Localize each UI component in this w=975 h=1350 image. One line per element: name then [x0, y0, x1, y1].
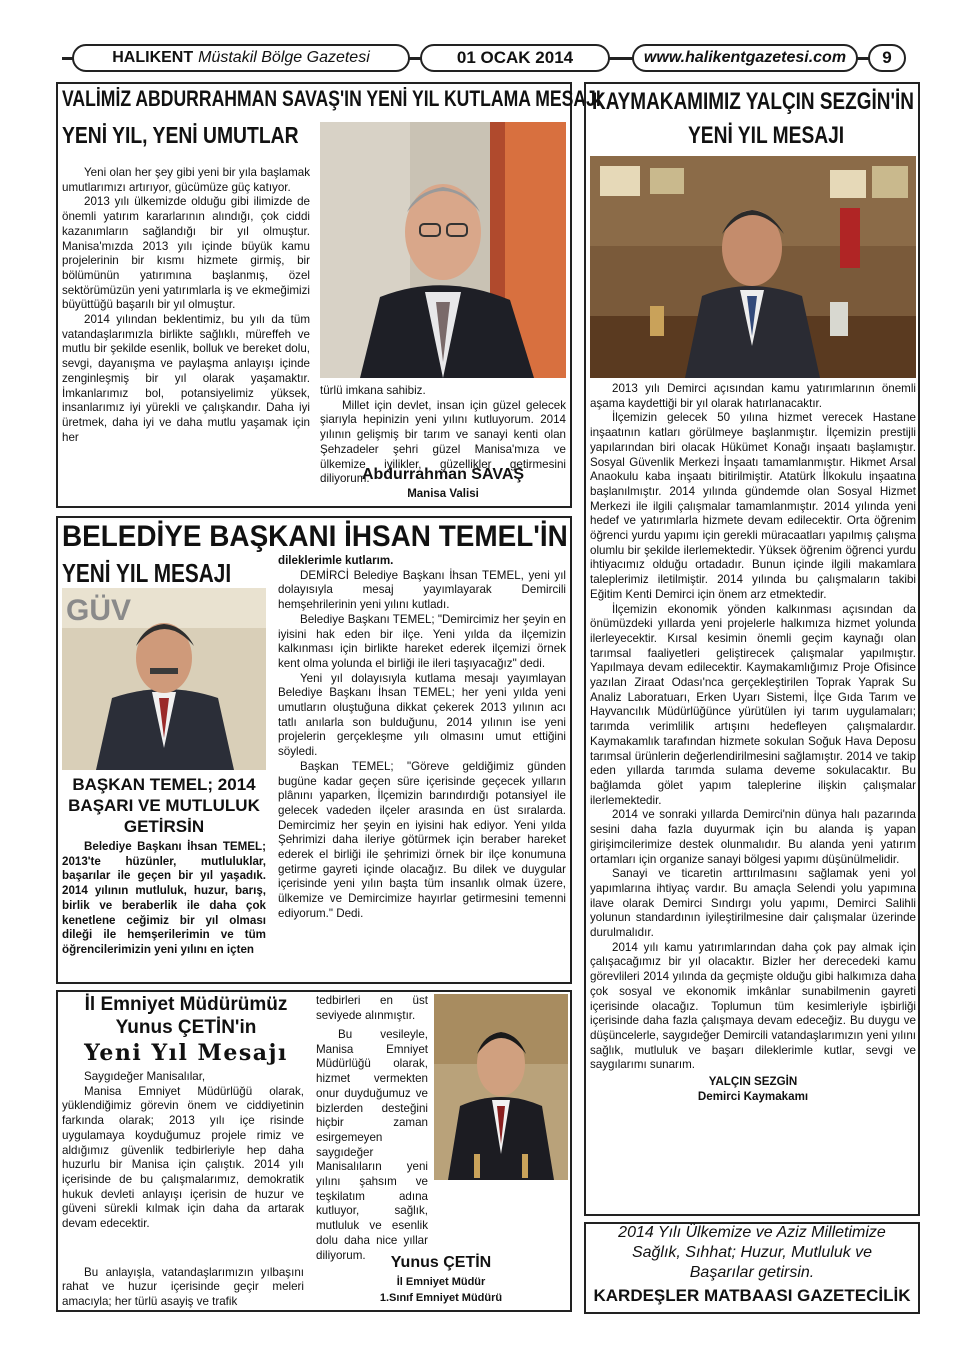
belediye-subheadline: YENİ YIL MESAJI — [62, 558, 232, 588]
emniyet-signature-name: Yunus ÇETİN — [390, 1254, 492, 1271]
wishes-line-3: Başarılar getirsin. — [689, 1264, 815, 1281]
emniyet-column-2-top — [316, 994, 428, 1023]
photo-sign-text: GÜV — [66, 594, 132, 627]
belediye-body — [278, 554, 566, 922]
kaymakam-signature-title: Demirci Kaymakamı — [697, 1089, 809, 1103]
vali-paragraph: 2013 yılı ülkemizde olduğu gibi ilimizde de önemli yatırım kararlarının alındığı, çok ciddi kazanımların sağlandığı bir yıl olmuştur. Manisa'mızda 2013 yılı içinde büyük kamu projelerinin bir kısmı hizmete girmiş, bir bölümünün yatırımına başlanmış, özel sektörümüzün yeni yatırımlarla iş ve ekmeğimizi büyüttüğü başarılı bir yıl olmuştur. — [62, 195, 310, 312]
kaymakam-headline: KAYMAKAMIMIZ YALÇIN SEZGİN'İN — [592, 88, 914, 115]
belediye-paragraph: Başkan TEMEL; "Göreve geldiğimiz günden bugüne kadar geçen süre içerisinde geçecek yılların plânını yaparken, İlçemizin barındırdığı potansiyel ile gelecek vadeden ilçeler arasında en üst sıralarda. Demircimiz her şeyin en iyisini hak ediyor. Yeni yılda Şehrimizi daha ileriye götürmek için beraber hareket ederek el birliği ile şehrimizi örnek bir ilçe konumuna getirme gayreti içinde olacağız. Bu dilek ve duygular içerisinde yeni yılın başta tüm insanlık olmak üzere, ülkemize ve Demircimize hayırlar getirmesini temenni ediyorum." Dedi. — [278, 759, 566, 920]
vali-signature-name: Abdurrahman SAVAŞ — [361, 466, 525, 483]
kaymakam-signature-name: YALÇIN SEZGİN — [708, 1075, 798, 1089]
belediye-paragraph: Yeni yıl dolayısıyla kutlama mesajı yayımlayan Belediye Başkanı İhsan TEMEL; her yeni yılda yeni umutların oluştuğuna dikkat çekerek 2013 yılının acı tatlı anılarla son bulduğunu, 2014 yılının ise yeni projelerin gerçekleşme yılı olmasını umut ettiğini söyledi. — [278, 671, 566, 759]
wishes-line-1: 2014 Yılı Ülkemize ve Aziz Milletimize — [618, 1224, 886, 1241]
vali-paragraph: 2014 yılından beklentimiz, bu yılı da tüm vatandaşlarımızla birlikte sağlıklı, müreffeh ve mutlu bir şekilde esenlik, bolluk ve bereket dolu, sevgi, dayanışma ve paylaşma anlayışı içinde zenginleşmiş bir yıl olarak yaşamaktır. İmkanlarımız bol, potansiyelimiz yüksek, insanlarımız iyi yürekli ve çalışkandır. Daha iyi üretmek, daha iyi ve daha mutlu yaşamak için her — [62, 313, 310, 444]
kaymakam-photo — [590, 156, 916, 378]
vali-paragraph: Millet için devlet, insan için güzel gelecek şiarıyla hepinizin yeni yılını kutluyorum. 2014 yılının gelişmiş bir tarım ve sanayi kenti olan Şehzadeler şehri güzel Manisa'mıza ve ülkemize iyilikler, güzellikler getirmesini diliyorum. — [320, 398, 566, 486]
emniyet-column-1 — [62, 1070, 304, 1310]
kaymakam-paragraph: İlçemizin gelecek 50 yılına hizmet verecek Hastane inşaatının katları görülmeye başlanmıştır. İlçemizin prestijli yapılarından biri olacak Hükümet Konağı inşaatı başlamıştır. Sosyal Güvenlik Merkezi İnşaatı tamamlanmıştır. Hikmet Arsal Anaokulu kaba inşaatı bitirilmiştir. Atatürk İlkokulu inşaatına başlanılmıştır. 2014 yılında gündemde olan Sosyal Hizmet Merkezi ile ilgili çalışmalar tamamlanmıştır. 2014 yılında yeni hedef ve yatırımlarla hizmete devam edilecektir. Orta öğrenim öğrenci yurdu yapımı için gerekli müracaatları yapılmış çalışma olumlu bir şekilde ilerlemektedir. Yüksek öğrenim öğrenci yurdu ihtiyacımız olduğu ortadadır. Bunun içinde ilgili makamlara taleplerimiz iletilmiştir. 2014 yılında bu çalışmaların takibi Eğitim Kenti Demirci için önem arz etmektedir. — [590, 411, 916, 601]
paper-name: HALIKENT — [112, 49, 194, 66]
belediye-caption-title: BAŞKAN TEMEL; 2014 BAŞARI VE MUTLULUK GETİRSİN — [68, 775, 260, 836]
website-link[interactable]: www.halikentgazetesi.com — [632, 44, 858, 72]
belediye-paragraph: dileklerimle kutlarım. — [278, 554, 394, 567]
belediye-headline: BELEDİYE BAŞKANI İHSAN TEMEL'İN — [62, 520, 568, 553]
emniyet-paragraph: Bu vesileyle, Manisa Emniyet Müdürlüğü olarak, hizmet vermekten onur duyduğumuz ve bizlerden desteğini hiçbir zaman esirgemeyen saygıdeğer Manisalıların yeni yılını şahsım ve teşkilatım adına kutluyor, sağlık, mutluluk ve esenlik dolu daha nice yıllar diliyorum. — [316, 1028, 428, 1262]
vali-headline: VALİMİZ ABDURRAHMAN SAVAŞ'IN YENİ YIL KUTLAMA MESAJI — [62, 86, 601, 111]
emniyet-paragraph: tedbirleri en üst seviyede alınmıştır. — [316, 994, 428, 1022]
issue-date: 01 OCAK 2014 — [420, 44, 610, 72]
belediye-paragraph: Belediye Başkanı TEMEL; "Demircimiz her şeyin en iyisini hak eden bir ilçe. Yeni yılda da ilçemizin kalkınması için birlikte hareket ederek ilçemizi örnek kent olma yolunda el birliği ile ileri taşıyacağız" dedi. — [278, 612, 566, 670]
kaymakam-paragraph: İlçemizin ekonomik yönden kalkınması açısından da önümüzdeki yıllarda yeni projelerle halkımıza hizmet yolunda ilerleyecektir. Kırsal kesimin önemli geçim kaynağı olan tarımsal faaliyetleri geliştirecek çalışmalar yapılmıştır. Yapılmaya devam edilecektir. Kaymakamlığımız Proje Ofisince yazılan Ziraat Odası'nca gerçekleştirilen Toprak Yaprak Su Analiz Laboratuarı, Erken Uyarı Sistemi, İlçe Gıda Tarım ve Hayvancılık Müdürlüğünce yürütülen iyi tarım uygulamaları; tarımda verimlilik artışını hedefleyen çalışmalardır. Kaymakamlık tarafından hizmete sokulan Soğuk Hava Deposu tarımsal ürünlerin değerlendirilmesini sağlamıştır. 2014 ve takip eden yıllarda tarımda sulama deveme sokulacaktır. Bu bağlamda gölet yapım taleplerine ilişkin çalışmalar ilerlemektedir. — [590, 602, 916, 807]
belediye-photo — [62, 588, 266, 770]
vali-column-1 — [62, 166, 310, 445]
page-number: 9 — [868, 44, 906, 72]
kaymakam-subheadline: YENİ YIL MESAJI — [688, 122, 845, 149]
belediye-paragraph: DEMİRCİ Belediye Başkanı İhsan TEMEL, yeni yıl dolayısıyla mesaj yayımlayarak Demircili hemşehrilerinin yeni yılını kutladı. — [278, 568, 566, 612]
vali-signature-title: Manisa Valisi — [407, 488, 479, 500]
kaymakam-paragraph: 2013 yılı Demirci açısından kamu yatırımlarının önemli aşama kaydettiği bir yıl olarak hatırlanacaktır. — [590, 382, 916, 410]
emniyet-signature-title-1: İl Emniyet Müdür — [396, 1276, 486, 1288]
emniyet-paragraph: Manisa Emniyet Müdürlüğü olarak, yüklendiğimiz görevin önem ve ciddiyetinin farkında olarak; 2013 yılı içe risinde uygulamaya koyduğumuz projele rimiz ve aldığımız güvenlik tedbirleriyle hep daha huzurlu bir Manisa için çalıştık. 2014 yılı içerisinde de bu çalışmalarımız, demokratik hukuk devleti anlayışı içerisin de huzur ve güveni sürekli kılmak için daha da artarak devam edecektir. — [62, 1084, 304, 1231]
paper-subtitle: Müstakil Bölge Gazetesi — [198, 49, 370, 66]
vali-paragraph: türlü imkana sahibiz. — [320, 384, 426, 397]
kaymakam-paragraph: 2014 ve sonraki yıllarda Demirci'nin dünya halı pazarında sesini daha fazla duyurmak için bu alanda iş yapan girişimcilerimize destek olunmalıdır. Bu alanda yeni yatırım ortamları için organize sanayi bölgesi yapımı düşünülmelidir. — [590, 808, 916, 866]
emniyet-headline-1: İl Emniyet Müdürümüz — [84, 994, 288, 1015]
printing-house-name: KARDEŞLER MATBAASI GAZETECİLİK — [593, 1286, 911, 1305]
kaymakam-body — [590, 382, 916, 1104]
newspaper-name — [72, 44, 410, 72]
vali-subheadline: YENİ YIL, YENİ UMUTLAR — [62, 122, 299, 148]
belediye-caption-text: Belediye Başkanı İhsan TEMEL; 2013'te hüzünler, mutluluklar, başarılar ile geçen bir yıl yaşadık. 2014 yılının mutluluk, huzur, barış, birlik ve beraberlik ile daha çok kenetlene ceğimiz bir yıl olması dileği ile hemşerilerimin ve tüm öğrencilerimizin yeni yılını en içten — [62, 840, 266, 956]
emniyet-column-2-mid — [316, 1028, 428, 1263]
emniyet-headline-2: Yunus ÇETİN'in — [115, 1017, 257, 1038]
emniyet-paragraph: Bu anlayışla, vatandaşlarımızın yılbaşını rahat ve huzur içerisinde geçir meleri amacıyla; her türlü asayiş ve trafik — [62, 1265, 304, 1309]
vali-paragraph: Yeni olan her şey gibi yeni bir yıla başlamak umutlarımızı artırıyor, gücümüze güç katıyor. — [62, 166, 310, 194]
emniyet-paragraph: Saygıdeğer Manisalılar, — [84, 1070, 206, 1083]
kaymakam-paragraph: 2014 yılı kamu yatırımlarından daha çok pay almak için çalışacağımız bir yıl olacaktır. Bizler her derecedeki kamu görevlileri 2014 yılında da geçmişte olduğu gibi halkımıza daha çok sosyal ve ekonomik imkânlar sunabilmenin gayreti içerisinde olacağız. Toplumun tüm kesimleriyle işbirliği içerisinde daha fazla çalışmaya devam edeceğiz. Bu duygu ve düşüncelerle, saygıdeğer Demircili vatandaşlarımızın yeni yılını sağlık, mutluluk ve başarı dileklerimle kutlar, sevgi ve saygılarımı sunarım. — [590, 940, 916, 1072]
emniyet-signature-title-2: 1.Sınıf Emniyet Müdürü — [379, 1292, 503, 1304]
kaymakam-paragraph: Sanayi ve ticaretin arttırılmasını sağlamak yeni yol yapımlarına ihtiyaç vardır. Bu amaçla Selendi yolu yapımına ilave olarak Demirci Sındırgı yolu yapımı, Demirci Salihli yolunun standardının iyileştirilmesine dair çalışmalar üzerinde durulmalıdır. — [590, 867, 916, 940]
emniyet-photo — [434, 994, 568, 1180]
wishes-line-2: Sağlık, Sıhhat; Huzur, Mutluluk ve — [631, 1244, 873, 1261]
emniyet-headline-3: Yeni Yıl Mesajı — [84, 1040, 288, 1066]
belediye-caption-body — [62, 840, 266, 958]
vali-photo — [320, 122, 566, 378]
